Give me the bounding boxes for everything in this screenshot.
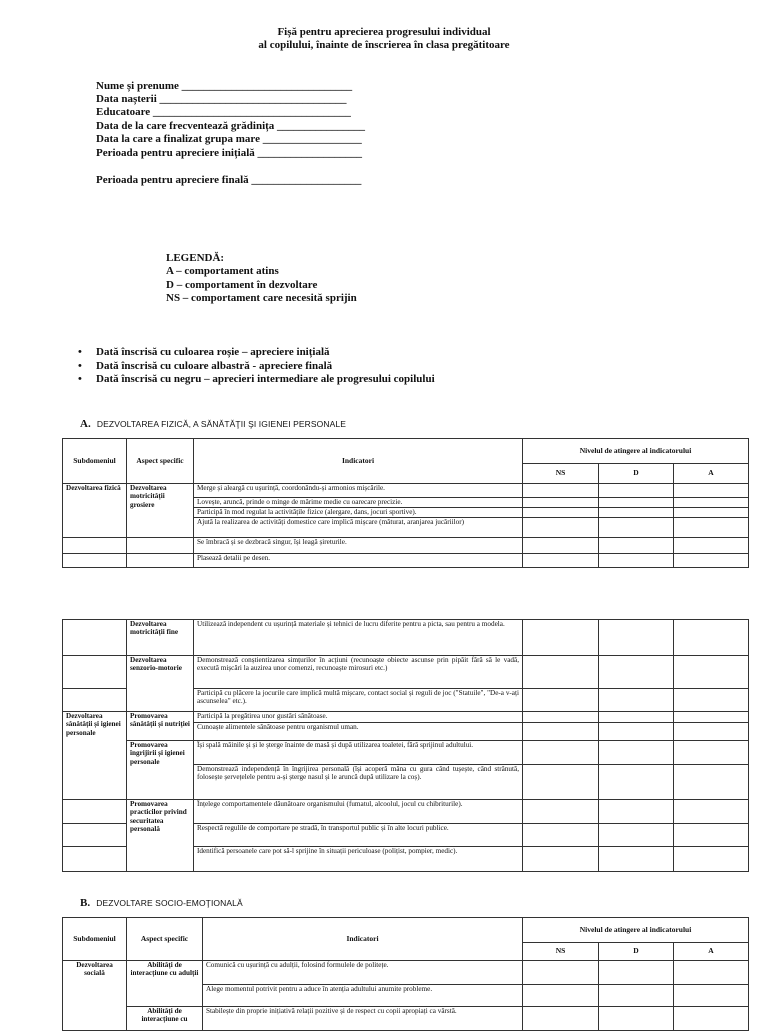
ns-cell[interactable]: [523, 484, 599, 498]
table-row: [63, 741, 749, 765]
ns-cell[interactable]: [523, 723, 599, 741]
subdomain-cell: Dezvoltarea sănătății și igienei personale: [63, 712, 127, 800]
indicator-cell: Demonstrează independență în îngrijirea personală (își acoperă mâna cu gura când tușește, când strănută, folosește șervețelele pentru a-și șterge nasul și le aruncă după utilizare la coș).: [194, 765, 523, 800]
indicator-cell: Utilizează independent cu ușurință materiale și tehnici de lucru diferite pentru a picta, sau pentru a modela.: [194, 620, 523, 656]
section-b-heading: [80, 897, 243, 909]
document-title-line-1: Fișă pentru aprecierea progresului individual: [277, 26, 491, 38]
header-level: Nivelul de atingere al indicatorului: [523, 918, 749, 943]
ns-cell[interactable]: [523, 824, 599, 847]
a-cell[interactable]: [674, 484, 749, 498]
aspect-cell: Promovarea practicilor privind securitatea personală: [127, 800, 194, 872]
field-name: Nume și prenume _______________________________: [96, 80, 353, 92]
indicator-cell: Participă în mod regulat la activitățile fizice (alergare, dans, jocuri sportive).: [194, 508, 523, 518]
header-a: A: [674, 943, 749, 961]
aspect-cell: Abilități de interacțiune cu: [127, 1007, 203, 1031]
a-cell[interactable]: [674, 1007, 749, 1031]
d-cell[interactable]: [599, 518, 674, 538]
table-row: [63, 712, 749, 723]
d-cell[interactable]: [599, 741, 674, 765]
table-row: [63, 656, 749, 689]
indicator-cell: Alege momentul potrivit pentru a aduce în atenția adultului anumite probleme.: [203, 985, 523, 1007]
section-a-title: DEZVOLTAREA FIZICĂ, A SĂNĂTĂŢII ŞI IGIENEI PERSONALE: [96, 419, 346, 429]
indicator-cell: Înțelege comportamentele dăunătoare organismului (fumatul, alcoolul, jocul cu chibriturile).: [194, 800, 523, 824]
table-row: [63, 1007, 749, 1031]
a-cell[interactable]: [674, 538, 749, 554]
indicator-cell: Cunoaște alimentele sănătoase pentru organismul uman.: [194, 723, 523, 741]
aspect-cell: Abilități de interacțiune cu adulții: [127, 961, 203, 1007]
section-b-title: DEZVOLTARE SOCIO-EMOŢIONALĂ: [96, 898, 243, 908]
field-birth-date: Data nașterii __________________________________: [96, 93, 347, 105]
header-d: D: [599, 464, 674, 484]
a-cell[interactable]: [674, 847, 749, 872]
d-cell[interactable]: [599, 824, 674, 847]
d-cell[interactable]: [599, 985, 674, 1007]
header-a: A: [674, 464, 749, 484]
ns-cell[interactable]: [523, 518, 599, 538]
aspect-cell: Promovarea sănătății și nutriției: [127, 712, 194, 741]
indicator-cell: Merge și aleargă cu ușurință, coordonându-și armonios mișcările.: [194, 484, 523, 498]
d-cell[interactable]: [599, 554, 674, 568]
ns-cell[interactable]: [523, 554, 599, 568]
table-section-a-part-2: [62, 619, 749, 872]
color-legend-list: [78, 346, 435, 387]
indicator-cell: Identifică persoanele care pot să-l sprijine în situații periculoase (polițist, pompier, medic).: [194, 847, 523, 872]
d-cell[interactable]: [599, 689, 674, 712]
header-indicators: Indicatori: [203, 918, 523, 961]
legend-item-ns: NS – comportament care necesită sprijin: [166, 292, 357, 304]
header-level: Nivelul de atingere al indicatorului: [523, 439, 749, 464]
indicator-cell: Lovește, aruncă, prinde o minge de mărime medie cu oarecare precizie.: [194, 498, 523, 508]
a-cell[interactable]: [674, 824, 749, 847]
header-ns: NS: [523, 464, 599, 484]
d-cell[interactable]: [599, 712, 674, 723]
indicator-cell: Participă cu plăcere la jocurile care implică multă mișcare, contact social și reguli de joc ("Statuile", "De-a v-ați ascunselea" etc.).: [194, 689, 523, 712]
a-cell[interactable]: [674, 712, 749, 723]
indicator-cell: Participă la pregătirea unor gustări sănătoase.: [194, 712, 523, 723]
section-b-letter: B.: [80, 897, 91, 909]
ns-cell[interactable]: [523, 800, 599, 824]
table-row: [63, 620, 749, 656]
a-cell[interactable]: [674, 723, 749, 741]
ns-cell[interactable]: [523, 847, 599, 872]
aspect-cell: Dezvoltarea motricității grosiere: [127, 484, 194, 538]
ns-cell[interactable]: [523, 689, 599, 712]
aspect-cell: Promovarea îngrijirii și igienei personale: [127, 741, 194, 800]
a-cell[interactable]: [674, 741, 749, 765]
field-initial-period: Perioada pentru apreciere inițială ___________________: [96, 147, 363, 159]
legend-item-d: D – comportament în dezvoltare: [166, 279, 318, 291]
indicator-cell: Stabilește din proprie inițiativă relații pozitive și de respect cu copii apropiați ca vârstă.: [203, 1007, 523, 1031]
d-cell[interactable]: [599, 498, 674, 508]
d-cell[interactable]: [599, 765, 674, 800]
indicator-cell: Respectă regulile de comportare pe stradă, în transportul public și în alte locuri publice.: [194, 824, 523, 847]
list-item: • Dată înscrisă cu culoarea roșie – apreciere inițială: [78, 346, 330, 358]
a-cell[interactable]: [674, 689, 749, 712]
field-attendance-start: Data de la care frecventează grădinița ________________: [96, 120, 366, 132]
header-subdomain: Subdomeniul: [63, 439, 127, 484]
a-cell[interactable]: [674, 961, 749, 985]
legend-item-a: A – comportament atins: [166, 265, 279, 277]
a-cell[interactable]: [674, 656, 749, 689]
indicator-cell: Își spală mâinile și și le șterge înainte de masă și după utilizarea toaletei, fără sprijinul adultului.: [194, 741, 523, 765]
table-row: [63, 554, 749, 568]
ns-cell[interactable]: [523, 508, 599, 518]
a-cell[interactable]: [674, 985, 749, 1007]
a-cell[interactable]: [674, 554, 749, 568]
bullet-icon: •: [78, 359, 82, 372]
indicator-cell: Plasează detalii pe desen.: [194, 554, 523, 568]
aspect-cell: Dezvoltarea motricității fine: [127, 620, 194, 656]
ns-cell[interactable]: [523, 985, 599, 1007]
ns-cell[interactable]: [523, 765, 599, 800]
header-d: D: [599, 943, 674, 961]
ns-cell[interactable]: [523, 712, 599, 723]
header-aspect: Aspect specific: [127, 439, 194, 484]
aspect-cell: Dezvoltarea senzorio-motorie: [127, 656, 194, 712]
a-cell[interactable]: [674, 498, 749, 508]
ns-cell[interactable]: [523, 1007, 599, 1031]
ns-cell[interactable]: [523, 620, 599, 656]
indicator-cell: Demonstrează conștientizarea simțurilor în acțiuni (recunoaște obiecte ascunse prin pipăit fără să le vadă, execută mișcări la auzirea unor comenzi, recunoaște mirosuri etc.): [194, 656, 523, 689]
d-cell[interactable]: [599, 538, 674, 554]
field-final-period: Perioada pentru apreciere finală ____________________: [96, 174, 362, 186]
document-title-line-2: al copilului, înainte de înscrierea în clasa pregătitoare: [258, 39, 510, 51]
d-cell[interactable]: [599, 620, 674, 656]
ns-cell[interactable]: [523, 538, 599, 554]
d-cell[interactable]: [599, 800, 674, 824]
indicator-cell: Comunică cu ușurință cu adulții, folosind formulele de politețe.: [203, 961, 523, 985]
field-educator: Educatoare ____________________________________: [96, 106, 351, 118]
d-cell[interactable]: [599, 961, 674, 985]
subdomain-cell: Dezvoltarea fizică: [63, 484, 127, 538]
table-section-b: [62, 917, 749, 1031]
a-cell[interactable]: [674, 508, 749, 518]
section-a-heading: [80, 418, 346, 430]
d-cell[interactable]: [599, 508, 674, 518]
table-row: [63, 538, 749, 554]
table-row: [63, 800, 749, 824]
table-row: [63, 961, 749, 985]
list-item: • Dată înscrisă cu culoare albastră - apreciere finală: [78, 359, 333, 372]
header-ns: NS: [523, 943, 599, 961]
d-cell[interactable]: [599, 847, 674, 872]
d-cell[interactable]: [599, 656, 674, 689]
subdomain-cell: Dezvoltarea socială: [63, 961, 127, 1031]
a-cell[interactable]: [674, 620, 749, 656]
indicator-cell: Ajută la realizarea de activități domestice care implică mișcare (măturat, aranjarea jucăriilor): [194, 518, 523, 538]
field-group-end: Data la care a finalizat grupa mare __________________: [96, 133, 362, 145]
header-aspect: Aspect specific: [127, 918, 203, 961]
indicator-cell: Se îmbracă și se dezbracă singur, își leagă șireturile.: [194, 538, 523, 554]
table-section-a-part-1: [62, 438, 749, 568]
ns-cell[interactable]: [523, 498, 599, 508]
header-subdomain: Subdomeniul: [63, 918, 127, 961]
d-cell[interactable]: [599, 1007, 674, 1031]
bullet-icon: •: [78, 373, 82, 385]
d-cell[interactable]: [599, 484, 674, 498]
list-item: • Dată înscrisă cu negru – aprecieri intermediare ale progresului copilului: [78, 373, 435, 385]
ns-cell[interactable]: [523, 656, 599, 689]
d-cell[interactable]: [599, 723, 674, 741]
a-cell[interactable]: [674, 765, 749, 800]
a-cell[interactable]: [674, 800, 749, 824]
table-row: [63, 484, 749, 498]
legend-title: LEGENDĂ:: [166, 252, 225, 264]
header-indicators: Indicatori: [194, 439, 523, 484]
ns-cell[interactable]: [523, 741, 599, 765]
section-a-letter: A.: [80, 418, 91, 430]
a-cell[interactable]: [674, 518, 749, 538]
bullet-icon: •: [78, 346, 82, 358]
ns-cell[interactable]: [523, 961, 599, 985]
